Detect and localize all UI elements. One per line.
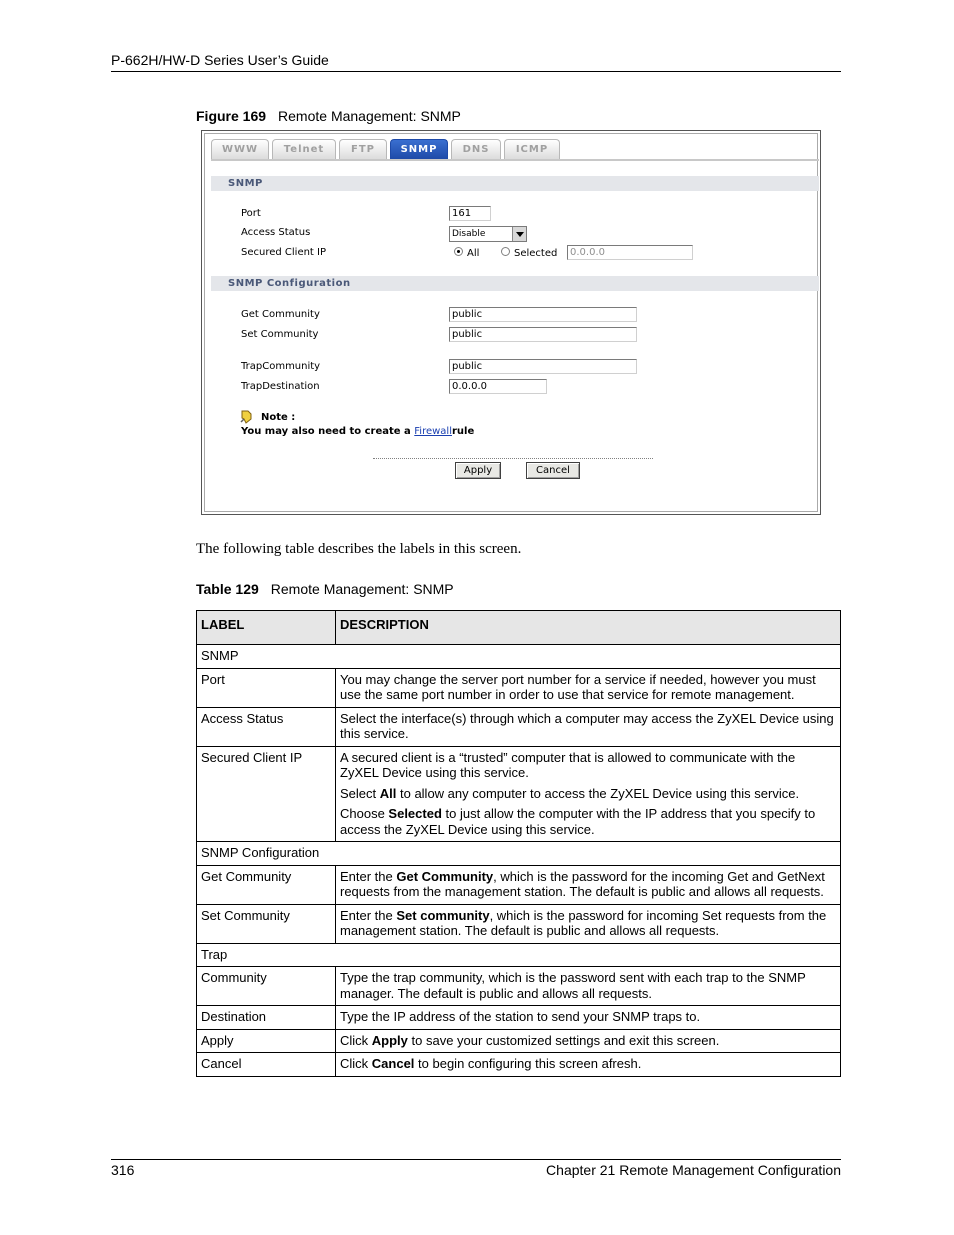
text: to allow any computer to access the ZyXEL Device using this service.: [396, 785, 800, 801]
text: Enter the: [340, 907, 397, 923]
table-row: [197, 1006, 841, 1030]
table-row: [197, 1053, 841, 1077]
secured-ip-input[interactable]: 0.0.0.0: [567, 245, 693, 260]
row-label: Community: [197, 967, 336, 1006]
tab-icmp[interactable]: ICMP: [504, 139, 560, 159]
screen-inner: [204, 133, 818, 512]
port-label: Port: [241, 208, 261, 219]
set-community-label: Set Community: [241, 329, 319, 340]
figure-title: Remote Management: SNMP: [278, 108, 461, 124]
bold-term: Cancel: [371, 1056, 415, 1071]
col-description-header: DESCRIPTION: [336, 611, 841, 645]
chevron-down-icon: [512, 227, 526, 241]
trap-destination-input[interactable]: 0.0.0.0: [449, 379, 547, 394]
footer-rule: [111, 1159, 841, 1160]
tab-telnet[interactable]: Telnet: [272, 139, 336, 159]
table-row: [197, 943, 841, 967]
bold-term: Set community: [396, 907, 490, 923]
row-label: Access Status: [197, 707, 336, 746]
row-description: [336, 746, 841, 842]
text: Select: [340, 785, 380, 801]
port-input[interactable]: 161: [449, 206, 491, 221]
group-trap: Trap: [197, 943, 841, 967]
figure-caption: [196, 108, 461, 124]
set-community-input[interactable]: public: [449, 327, 637, 342]
secured-client-ip-label: Secured Client IP: [241, 247, 327, 258]
row-description: You may change the server port number for a service if needed, however you must use the same port number in order to use that service for remote management.: [336, 668, 841, 707]
table-row: [197, 967, 841, 1006]
bold-term: All: [379, 785, 397, 801]
access-status-select[interactable]: [449, 226, 527, 242]
note-text-pre: You may also need to create a: [241, 426, 415, 437]
text: to just allow the computer with the IP address that you specify to access the ZyXEL Device using this service.: [340, 806, 816, 837]
tab-www[interactable]: WWW: [211, 139, 269, 159]
text: to begin configuring this screen afresh.: [414, 1056, 642, 1071]
table-row: [197, 1029, 841, 1053]
table-row: [197, 668, 841, 707]
tab-ftp[interactable]: FTP: [339, 139, 387, 159]
tab-snmp[interactable]: SNMP: [390, 139, 448, 159]
access-status-value: Disable: [452, 229, 486, 239]
desc-paragraph: A secured client is a “trusted” computer that is allowed to communicate with the ZyXEL Device using this service.: [340, 749, 796, 780]
desc-paragraph: [340, 806, 836, 837]
bold-term: Get Community: [396, 868, 494, 884]
chapter-title: Chapter 21 Remote Management Configuration: [546, 1162, 841, 1178]
note-text-post: rule: [451, 426, 475, 437]
table-number: Table 129: [196, 581, 259, 597]
text: , which is the password for the incoming Get and GetNext requests from the management station. The default is public and allows all requests.: [340, 868, 825, 899]
figure-number: Figure 169: [196, 108, 267, 124]
cancel-button[interactable]: Cancel: [526, 462, 580, 479]
radio-selected-label: Selected: [514, 248, 558, 259]
text: , which is the password for incoming Set requests from the management station. The default is public and allows all requests.: [340, 907, 827, 938]
text: Click: [340, 1056, 372, 1071]
trap-community-input[interactable]: public: [449, 359, 637, 374]
row-label: Port: [197, 668, 336, 707]
group-snmp: SNMP: [197, 645, 841, 669]
label-description-table: [196, 610, 841, 1077]
intro-text: The following table describes the labels in this screen.: [196, 541, 522, 557]
col-label-header: LABEL: [197, 611, 336, 645]
button-divider: [373, 458, 653, 459]
note-icon: [239, 410, 253, 424]
row-description: [336, 865, 841, 904]
table-row: [197, 865, 841, 904]
group-snmp-configuration: SNMP Configuration: [197, 842, 841, 866]
row-description: [336, 1053, 841, 1077]
radio-all-label: All: [467, 248, 480, 259]
desc-paragraph: [340, 786, 836, 802]
table-row: [197, 904, 841, 943]
row-description: [336, 1029, 841, 1053]
row-description: Select the interface(s) through which a computer may access the ZyXEL Device using this service.: [336, 707, 841, 746]
get-community-input[interactable]: public: [449, 307, 637, 322]
row-label: Apply: [197, 1029, 336, 1053]
section-snmp-configuration: SNMP Configuration: [211, 276, 819, 291]
header-rule: [111, 71, 841, 72]
apply-button[interactable]: Apply: [455, 462, 501, 479]
tab-bar: [211, 139, 560, 159]
row-label: Set Community: [197, 904, 336, 943]
firewall-link[interactable]: Firewall: [414, 426, 452, 437]
table-caption: [196, 581, 454, 597]
trap-community-label: TrapCommunity: [241, 361, 321, 372]
tab-dns[interactable]: DNS: [451, 139, 501, 159]
table-row: [197, 707, 841, 746]
radio-all[interactable]: [454, 247, 463, 256]
row-label: Secured Client IP: [197, 746, 336, 842]
table-header-row: [197, 611, 841, 645]
snmp-screen: [201, 130, 821, 515]
table-row: [197, 842, 841, 866]
row-description: Type the IP address of the station to send your SNMP traps to.: [336, 1006, 841, 1030]
tab-baseline: [211, 159, 819, 161]
radio-selected[interactable]: [501, 247, 510, 256]
table-row: [197, 746, 841, 842]
table-row: [197, 645, 841, 669]
row-description: [336, 904, 841, 943]
row-label: Cancel: [197, 1053, 336, 1077]
row-label: Get Community: [197, 865, 336, 904]
row-description: Type the trap community, which is the password sent with each trap to the SNMP manager. The default is public and allows all requests.: [336, 967, 841, 1006]
trap-destination-label: TrapDestination: [241, 381, 320, 392]
bold-term: Apply: [371, 1032, 408, 1048]
section-snmp: SNMP: [211, 176, 819, 191]
bold-term: Selected: [388, 806, 442, 821]
running-header: P-662H/HW-D Series User’s Guide: [111, 52, 329, 68]
page-number: 316: [111, 1162, 135, 1178]
row-label: Destination: [197, 1006, 336, 1030]
text: to save your customized settings and exit this screen.: [407, 1032, 720, 1048]
access-status-label: Access Status: [241, 227, 311, 238]
note-text: [241, 426, 474, 437]
get-community-label: Get Community: [241, 309, 320, 320]
table-title: Remote Management: SNMP: [270, 581, 454, 597]
text: Enter the: [340, 868, 397, 884]
note-title: Note :: [261, 412, 296, 423]
text: Choose: [340, 806, 389, 821]
text: Click: [340, 1032, 372, 1048]
